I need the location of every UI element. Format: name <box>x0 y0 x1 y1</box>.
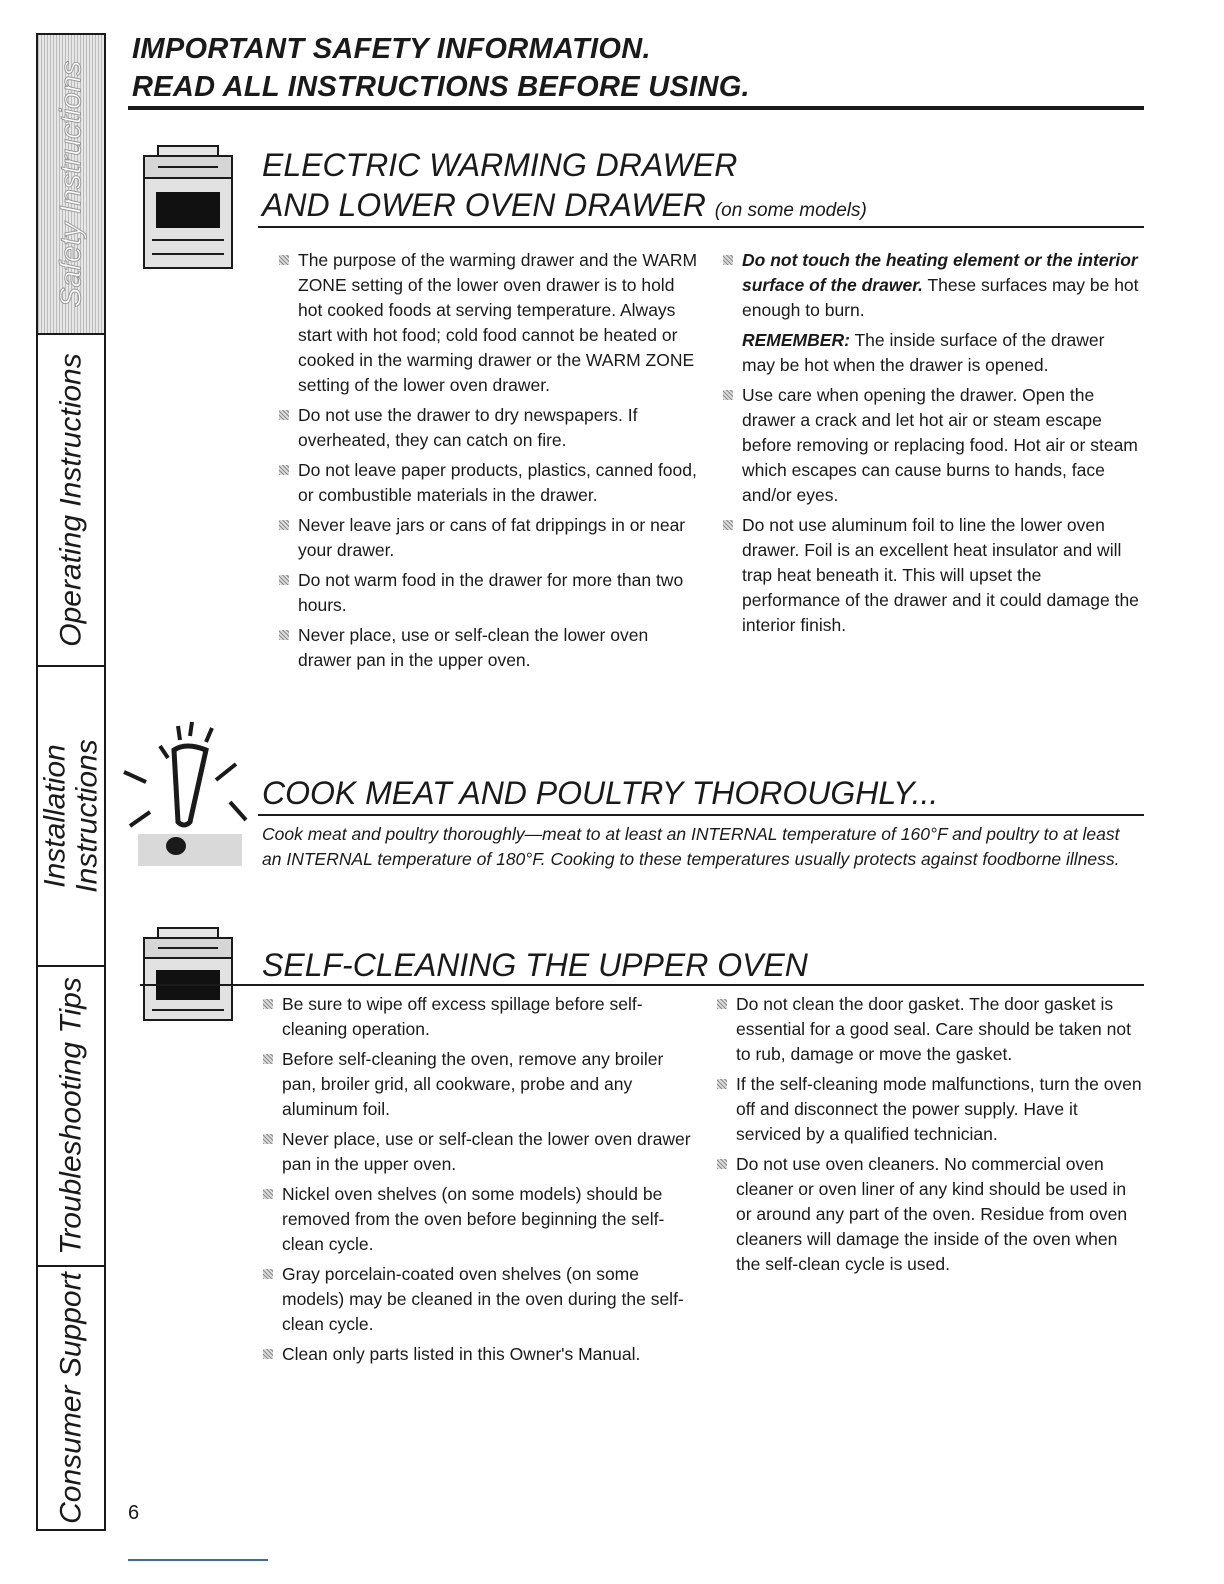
tab-label: Troubleshooting Tips <box>54 977 88 1255</box>
bullet-icon <box>279 520 289 530</box>
tab-label: Operating Instructions <box>54 353 88 647</box>
title-note: (on some models) <box>714 200 867 221</box>
warming-drawer-left-column <box>278 248 698 678</box>
bullet-icon <box>279 630 289 640</box>
bullet-icon <box>279 575 289 585</box>
tab-safety-instructions[interactable] <box>38 35 104 335</box>
tab-label: Installation Instructions <box>38 739 103 893</box>
bullet-icon <box>279 255 289 265</box>
list-item: Never place, use or self-clean the lower oven drawer pan in the upper oven. <box>278 623 698 673</box>
list-item: The purpose of the warming drawer and the WARM ZONE setting of the lower oven drawer is to hold hot cooked foods at serving temperature. Always start with hot food; cold food cannot be heated or cooked in the warming drawer or the WARM ZONE setting of the lower oven drawer. <box>278 248 698 398</box>
list-item: Nickel oven shelves (on some models) should be removed from the oven before beginning the self-clean cycle. <box>262 1182 694 1257</box>
list-item: Do not use the drawer to dry newspapers. If overheated, they can catch on fire. <box>278 403 698 453</box>
warning-exclamation-icon <box>120 716 260 868</box>
bullet-icon <box>263 1054 273 1064</box>
bullet-icon <box>723 255 733 265</box>
list-item: Do not touch the heating element or the interior surface of the drawer. These surfaces may be hot enough to burn. REMEMBER: The inside surface of the drawer may be hot when the drawer is opened. <box>722 248 1142 378</box>
bullet-icon <box>263 1134 273 1144</box>
list-item: Never leave jars or cans of fat drippings in or near your drawer. <box>278 513 698 563</box>
list-item: Do not warm food in the drawer for more than two hours. <box>278 568 698 618</box>
list-item: Before self-cleaning the oven, remove any broiler pan, broiler grid, all cookware, probe and any aluminum foil. <box>262 1047 694 1122</box>
list-item: Do not use aluminum foil to line the lower oven drawer. Foil is an excellent heat insulator and will trap heat beneath it. This will upset the performance of the drawer and it could damage the interior finish. <box>722 513 1142 638</box>
self-clean-right-column <box>716 992 1142 1282</box>
bullet-icon <box>263 1189 273 1199</box>
tab-label: Safety Instructions <box>54 60 88 308</box>
list-item: Never place, use or self-clean the lower oven drawer pan in the upper oven. <box>262 1127 694 1177</box>
bullet-icon <box>279 465 289 475</box>
self-clean-title: SELF-CLEANING THE UPPER OVEN <box>262 947 808 983</box>
tab-label: Consumer Support <box>54 1272 88 1524</box>
bullet-icon <box>279 410 289 420</box>
bullet-icon <box>263 1349 273 1359</box>
bullet-icon <box>723 520 733 530</box>
self-clean-left-column <box>262 992 694 1372</box>
list-item: Do not leave paper products, plastics, canned food, or combustible materials in the drawer. <box>278 458 698 508</box>
bullet-icon <box>717 1079 727 1089</box>
cook-meat-text: Cook meat and poultry thoroughly—meat to at least an INTERNAL temperature of 160°F and poultry to at least an INTERNAL temperature of 180°F. Cooking to these temperatures usually protects against foodborne illness. <box>262 824 1120 869</box>
bullet-icon <box>717 999 727 1009</box>
list-item: Clean only parts listed in this Owner's Manual. <box>262 1342 694 1367</box>
bullet-icon <box>723 390 733 400</box>
warming-drawer-title-line-1: ELECTRIC WARMING DRAWER <box>262 147 738 183</box>
header-rule <box>128 106 1144 110</box>
section-rule <box>258 226 1144 228</box>
tab-installation-instructions[interactable] <box>38 667 104 967</box>
bullet-icon <box>263 1269 273 1279</box>
title-text: AND LOWER OVEN DRAWER <box>262 187 706 223</box>
list-item: Do not clean the door gasket. The door gasket is essential for a good seal. Care should be taken not to rub, damage or move the gasket. <box>716 992 1142 1067</box>
tab-consumer-support[interactable] <box>38 1267 104 1529</box>
bullet-icon <box>263 999 273 1009</box>
page-number: 6 <box>128 1502 140 1524</box>
cook-meat-title: COOK MEAT AND POULTRY THOROUGHLY... <box>262 775 939 811</box>
list-item: If the self-cleaning mode malfunctions, turn the oven off and disconnect the power supply. Have it serviced by a qualified technician. <box>716 1072 1142 1147</box>
warming-drawer-right-column <box>722 248 1142 643</box>
section-rule <box>140 984 1144 986</box>
warming-drawer-title-line-2 <box>262 186 867 230</box>
tab-operating-instructions[interactable] <box>38 335 104 667</box>
range-oven-icon <box>138 144 238 272</box>
page-header <box>132 30 1142 106</box>
list-item: Gray porcelain-coated oven shelves (on some models) may be cleaned in the oven during the self-clean cycle. <box>262 1262 694 1337</box>
tab-troubleshooting-tips[interactable] <box>38 967 104 1267</box>
range-oven-icon <box>138 926 238 1022</box>
footer-line <box>128 1559 268 1561</box>
list-item: Use care when opening the drawer. Open the drawer a crack and let hot air or steam escape before removing or replacing food. Hot air or steam which escapes can cause burns to hands, face and/or eyes. <box>722 383 1142 508</box>
list-item: Do not use oven cleaners. No commercial oven cleaner or oven liner of any kind should be used in or around any part of the oven. Residue from oven cleaners will damage the inside of the oven when the self-clean cycle is used. <box>716 1152 1142 1277</box>
list-item: Be sure to wipe off excess spillage before self-cleaning operation. <box>262 992 694 1042</box>
page-title-line-1: IMPORTANT SAFETY INFORMATION. <box>132 33 651 65</box>
page-title-line-2: READ ALL INSTRUCTIONS BEFORE USING. <box>132 71 750 103</box>
remember-note: REMEMBER: The inside surface of the drawer may be hot when the drawer is opened. <box>742 330 1105 375</box>
section-rule <box>258 814 1144 816</box>
bullet-icon <box>717 1159 727 1169</box>
section-tabs <box>36 33 106 1531</box>
